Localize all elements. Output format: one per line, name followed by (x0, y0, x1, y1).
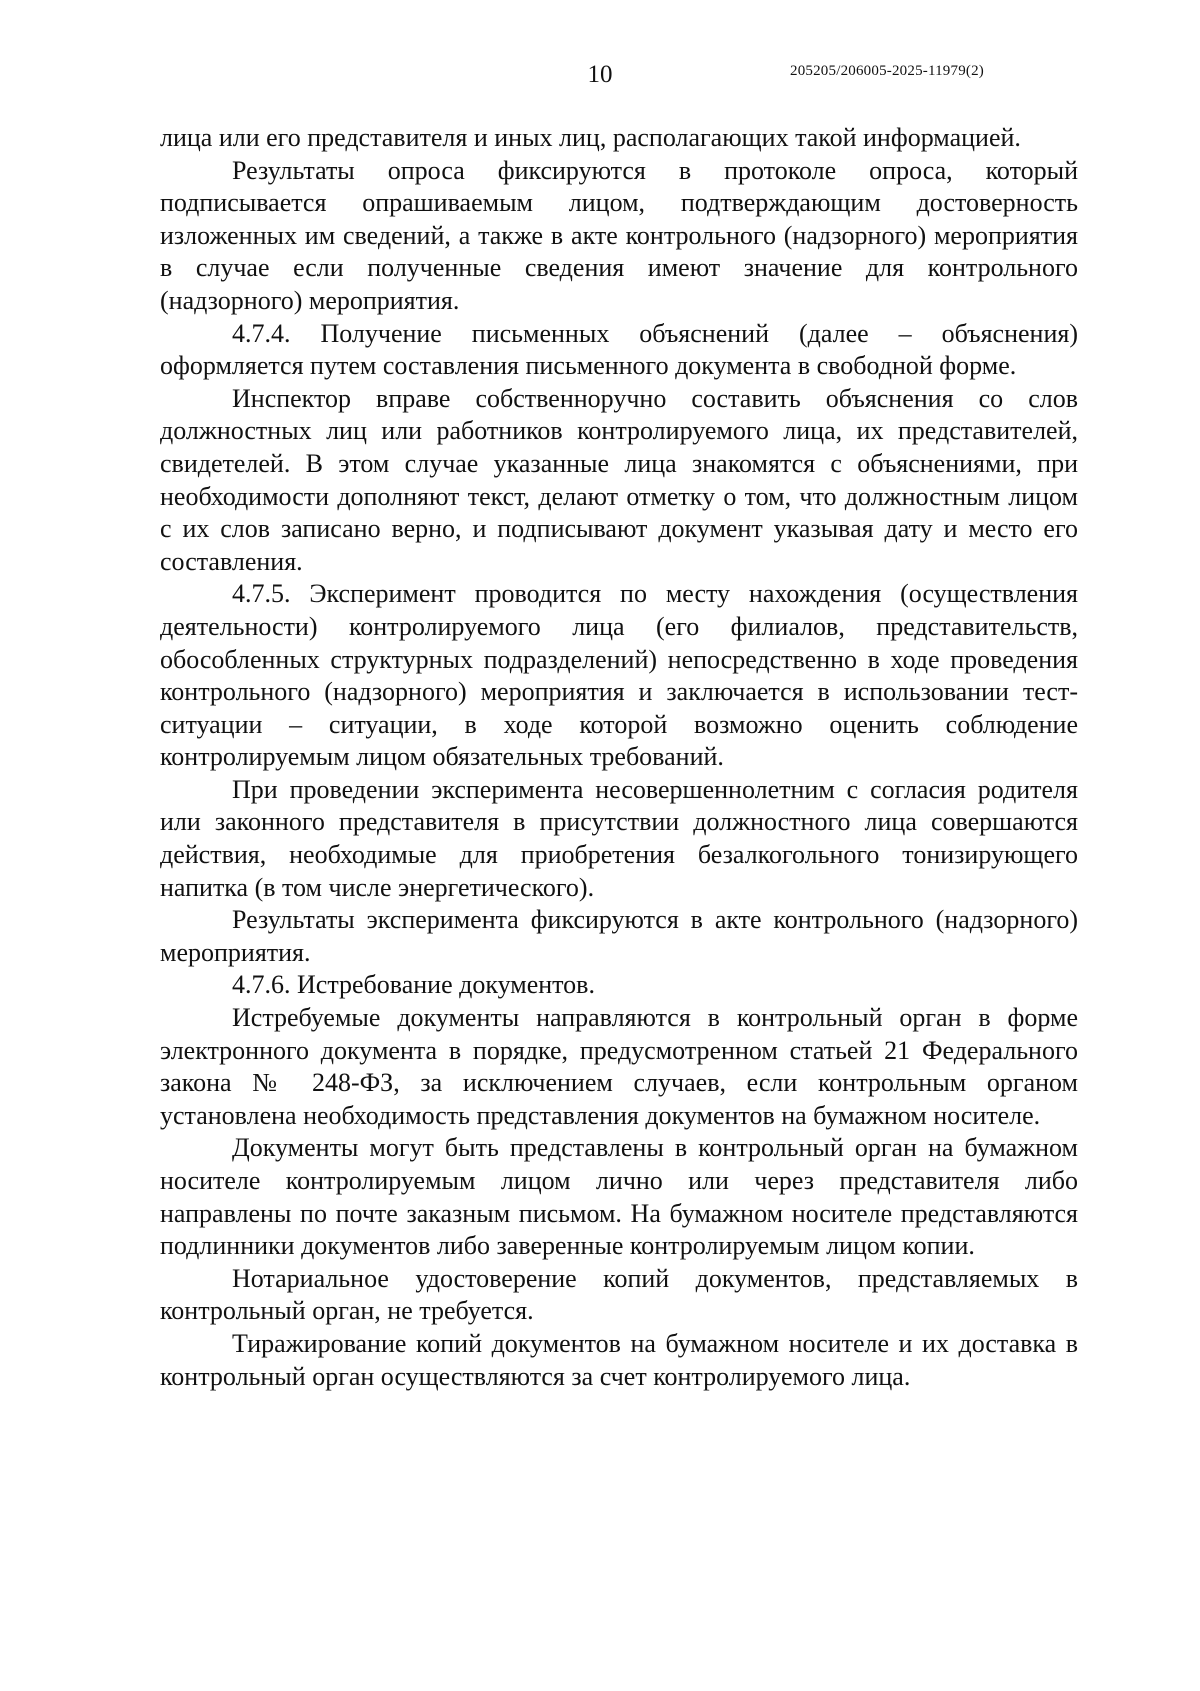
paragraph: Результаты эксперимента фиксируются в акте контрольного (надзорного) мероприятия. (160, 905, 1078, 967)
page-number: 10 (587, 61, 613, 88)
paragraph: Инспектор вправе собственноручно составить объяснения со слов должностных лиц или работников контролируемого лица, их представителей, свидетелей. В этом случае указанные лица знакомятся с объяснениями, при необходимости дополняют текст, делают отметку о том, что должностным лицом с их слов записано верно, и подписывают документ указывая дату и место его составления. (160, 383, 1078, 576)
paragraph: 4.7.4. Получение письменных объяснений (далее – объяснения) оформляется путем составления письменного документа в свободной форме. (160, 318, 1078, 381)
document-id: 205205/206005-2025-11979(2) (790, 63, 984, 79)
paragraph: Результаты опроса фиксируются в протоколе опроса, который подписывается опрашиваемым лицом, подтверждающим достоверность изложенных им сведений, а также в акте контрольного (надзорного) мероприятия в случае если полученные сведения имеют значение для контрольного (надзорного) мероприятия. (160, 155, 1078, 315)
paragraph: 4.7.5. Эксперимент проводится по месту нахождения (осуществления деятельности) контролируемого лица (его филиалов, представительств, обособленных структурных подразделений) непосредственно в ходе проведения контрольного (надзорного) мероприятия и заключается в использовании тест-ситуации – ситуации, в ходе которой возможно оценить соблюдение контролируемым лицом обязательных требований. (160, 579, 1078, 772)
paragraph: Нотариальное удостоверение копий документов, представляемых в контрольный орган, не требуется. (160, 1263, 1078, 1326)
paragraph: 4.7.6. Истребование документов. (232, 970, 595, 1000)
paragraph: Тиражирование копий документов на бумажном носителе и их доставка в контрольный орган осуществляются за счет контролируемого лица. (160, 1328, 1078, 1391)
paragraph: Истребуемые документы направляются в контрольный орган в форме электронного документа в порядке, предусмотренном статьей 21 Федерального закона № 248-ФЗ, за исключением случаев, если контрольным органом установлена необходимость представления документов на бумажном носителе. (160, 1003, 1078, 1130)
document-body (160, 122, 1078, 1393)
paragraph: Документы могут быть представлены в контрольный орган на бумажном носителе контролируемым лицом лично или через представителя либо направлены по почте заказным письмом. На бумажном носителе представляются подлинники документов либо заверенные контролируемым лицом копии. (160, 1133, 1078, 1261)
paragraph: лица или его представителя и иных лиц, располагающих такой информацией. (160, 123, 1021, 152)
paragraph: При проведении эксперимента несовершеннолетним с согласия родителя или законного представителя в присутствии должностного лица совершаются действия, необходимые для приобретения безалкогольного тонизирующего напитка (в том числе энергетического). (160, 774, 1078, 902)
